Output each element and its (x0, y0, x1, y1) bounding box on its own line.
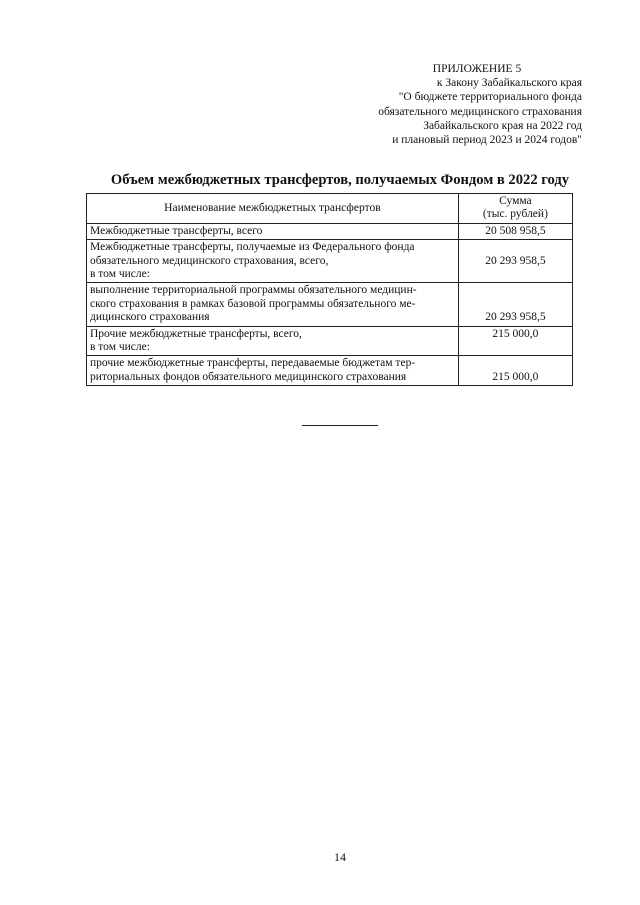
row-name (87, 326, 459, 356)
table-row (87, 326, 573, 356)
table-row (87, 356, 573, 386)
row-name-line: в том числе: (90, 268, 150, 281)
row-name (87, 223, 459, 239)
row-sum: 20 293 958,5 (458, 283, 572, 326)
row-sum: 215 000,0 (458, 326, 572, 356)
row-name-line: Прочие межбюджетные трансферты, всего, (90, 327, 302, 340)
header-line: обязательного медицинского страхования (378, 105, 582, 118)
transfers-table (86, 193, 573, 386)
row-name (87, 283, 459, 326)
column-header-sum (458, 194, 572, 224)
appendix-header (282, 62, 582, 147)
row-name-line: ского страхования в рамках базовой программы обязательного ме- (90, 297, 416, 310)
header-line: к Закону Забайкальского края (436, 77, 582, 90)
row-name-line: дицинского страхования (90, 311, 210, 324)
appendix-number: ПРИЛОЖЕНИЕ 5 (432, 63, 522, 75)
row-name-line: прочие межбюджетные трансферты, передаваемые бюджетам тер- (90, 357, 416, 370)
table-row (87, 283, 573, 326)
row-sum: 215 000,0 (458, 356, 572, 386)
column-header-sum-unit: (тыс. рублей) (482, 208, 548, 221)
document-title: Объем межбюджетных трансфертов, получаемых Фондом в 2022 году (110, 172, 570, 188)
row-sum: 20 293 958,5 (458, 240, 572, 283)
row-name-line: риториальных фондов обязательного медицинского страхования (90, 370, 407, 383)
header-line: и плановый период 2023 и 2024 годов" (392, 134, 582, 147)
row-name-line: Межбюджетные трансферты, всего (90, 224, 263, 237)
row-name (87, 240, 459, 283)
row-name-line: Межбюджетные трансферты, получаемые из Федерального фонда (90, 241, 415, 254)
row-sum: 20 508 958,5 (458, 223, 572, 239)
table-row (87, 223, 573, 239)
page-number: 14 (334, 850, 346, 864)
row-name (87, 356, 459, 386)
column-header-sum-title: Сумма (499, 195, 532, 207)
end-rule-divider (302, 425, 378, 426)
header-line: "О бюджете территориального фонда (398, 91, 582, 104)
row-name-line: обязательного медицинского страхования, всего, (90, 254, 329, 267)
column-header-name: Наименование межбюджетных трансфертов (87, 194, 459, 224)
row-name-line: выполнение территориальной программы обязательного медицин- (90, 284, 417, 297)
header-line: Забайкальского края на 2022 год (423, 119, 582, 132)
table-header-row (87, 194, 573, 224)
table-row (87, 240, 573, 283)
row-name-line: в том числе: (90, 341, 150, 354)
